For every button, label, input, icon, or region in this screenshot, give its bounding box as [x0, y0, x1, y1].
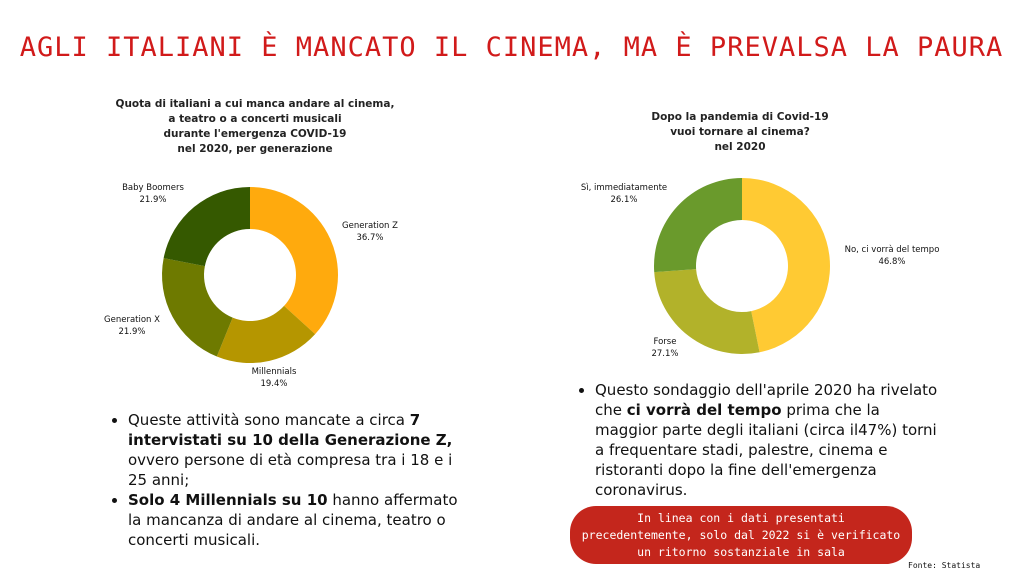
bullet-item: [595, 380, 945, 500]
right-bullet-list: [573, 380, 945, 500]
bullet-text-bold: 7 intervistati su 10 della Generazione Z,: [128, 411, 453, 449]
bullet-text: Questo sondaggio dell'aprile 2020 ha rivelato che: [595, 381, 938, 419]
chart-title-line: durante l'emergenza COVID-19: [163, 128, 347, 140]
slice-value-label: 21.9%: [118, 327, 146, 337]
chart-title-line: Quota di italiani a cui manca andare al cinema,: [115, 98, 395, 110]
slice-value-label: 46.8%: [878, 257, 906, 267]
slice-value-label: 36.7%: [356, 233, 384, 243]
slice-label: Generation Z: [342, 221, 398, 231]
slice-label: Generation X: [104, 315, 160, 325]
chart-title-line: nel 2020: [714, 141, 766, 153]
banner-line: In linea con i dati presentati: [637, 510, 845, 525]
slice-value-label: 26.1%: [610, 195, 638, 205]
source-note: Fonte: Statista: [908, 561, 981, 570]
chart-title-line: nel 2020, per generazione: [177, 143, 333, 155]
chart-title-line: a teatro o a concerti musicali: [168, 113, 342, 125]
conclusion-banner: [570, 506, 912, 564]
bullet-text: hanno affermato la mancanza di andare al cinema, teatro o concerti musicali.: [128, 491, 458, 549]
slice-label: Sì, immediatamente: [580, 183, 668, 193]
slice-label: Baby Boomers: [122, 183, 184, 193]
bullet-text-bold: Solo 4 Millennials su 10: [128, 491, 328, 509]
bullet-item: [128, 490, 473, 550]
slice-value-label: 21.9%: [139, 195, 167, 205]
slice-value-label: 19.4%: [260, 379, 288, 389]
bullet-text: Queste attività sono mancate a circa: [128, 411, 410, 429]
banner-line: un ritorno sostanziale in sala: [637, 544, 845, 559]
bullet-text: ovvero persone di età compresa tra i 18 e i 25 anni;: [128, 451, 453, 489]
bullet-item: [128, 410, 473, 490]
chart-title-line: Dopo la pandemia di Covid-19: [651, 111, 829, 123]
donut-slice-s-immediatamente: [654, 178, 742, 272]
slice-value-label: 27.1%: [651, 349, 679, 359]
slice-label: Forse: [653, 337, 677, 347]
chart-title-line: vuoi tornare al cinema?: [670, 126, 810, 138]
left-bullet-list: [106, 410, 473, 550]
banner-line: precedentemente, solo dal 2022 si è verificato: [581, 527, 901, 542]
bullet-text-bold: ci vorrà del tempo: [626, 401, 782, 419]
slice-label: No, ci vorrà del tempo: [844, 245, 940, 255]
page-title: AGLI ITALIANI È MANCATO IL CINEMA, MA È PREVALSA LA PAURA: [19, 32, 1004, 63]
slice-label: Millennials: [251, 367, 297, 377]
bullet-text: prima che la maggior parte degli italiani (circa il47%) torni a frequentare stadi, palestre, cinema e ristoranti dopo la fine dell'emergenza coronavirus.: [595, 401, 937, 499]
donut-slice-no-ci-vorr-del-tempo: [742, 178, 830, 352]
